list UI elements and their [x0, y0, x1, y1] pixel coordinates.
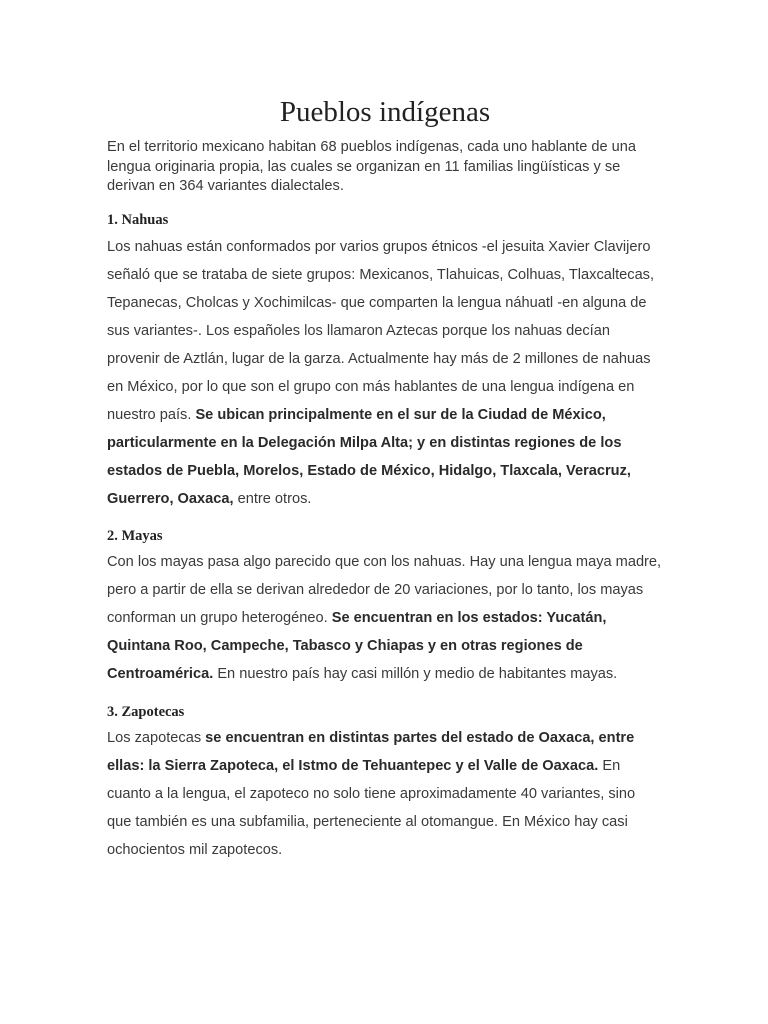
paragraph-text: En nuestro país hay casi millón y medio de habitantes mayas. [213, 665, 618, 682]
section-mayas [107, 526, 663, 688]
section-paragraph [107, 548, 663, 688]
section-paragraph [107, 724, 663, 864]
section-heading: 3. Zapotecas [107, 703, 185, 720]
paragraph-bold-text: Se encuentran en los estados: Yucatán, Quintana Roo, Campeche, Tabasco y Chiapas y en otras regiones de Centroamérica. [107, 609, 607, 682]
paragraph-bold-text: Se ubican principalmente en el sur de la Ciudad de México, particularmente en la Delegación Milpa Alta; y en distintas regiones de los estados de Puebla, Morelos, Estado de México, Hidalgo, Tlaxcala, Veracruz, Guerrero, Oaxaca, [107, 406, 631, 507]
document-body [107, 92, 663, 864]
paragraph-text: En cuanto a la lengua, el zapoteco no solo tiene aproximadamente 40 variantes, sino que también es una subfamilia, perteneciente al otomangue. En México hay casi ochocientos mil zapotecos. [107, 757, 636, 858]
section-heading: 2. Mayas [107, 527, 163, 544]
section-heading: 1. Nahuas [107, 211, 169, 228]
section-zapotecas [107, 702, 663, 864]
section-nahuas [107, 210, 663, 513]
paragraph-text: Los zapotecas [107, 729, 206, 746]
paragraph-bold-text: se encuentran en distintas partes del estado de Oaxaca, entre ellas: la Sierra Zapoteca, el Istmo de Tehuantepec y el Valle de Oaxaca. [107, 729, 635, 774]
paragraph-text: entre otros. [233, 490, 312, 507]
paragraph-text: Los nahuas están conformados por varios grupos étnicos -el jesuita Xavier Clavijero señaló que se trataba de siete grupos: Mexicanos, Tlahuicas, Colhuas, Tlaxcaltecas, Tepanecas, Cholcas y Xochimilcas- que comparten la lengua náhuatl -en alguna de sus variantes-. Los españoles los llamaron Aztecas porque los nahuas decían provenir de Aztlán, lugar de la garza. Actualmente hay más de 2 millones de nahuas en México, por lo que son el grupo con más hablantes de una lengua indígena en nuestro país. [107, 238, 655, 423]
section-paragraph [107, 233, 663, 513]
intro-paragraph: En el territorio mexicano habitan 68 pueblos indígenas, cada uno hablante de una lengua originaria propia, las cuales se organizan en 11 familias lingüísticas y se derivan en 364 variantes dialectales. [107, 139, 636, 194]
paragraph-text: Con los mayas pasa algo parecido que con los nahuas. Hay una lengua maya madre, pero a partir de ella se derivan alrededor de 20 variaciones, por lo tanto, los mayas conforman un grupo heterogéneo. [107, 553, 662, 626]
document-title: Pueblos indígenas [279, 96, 491, 128]
